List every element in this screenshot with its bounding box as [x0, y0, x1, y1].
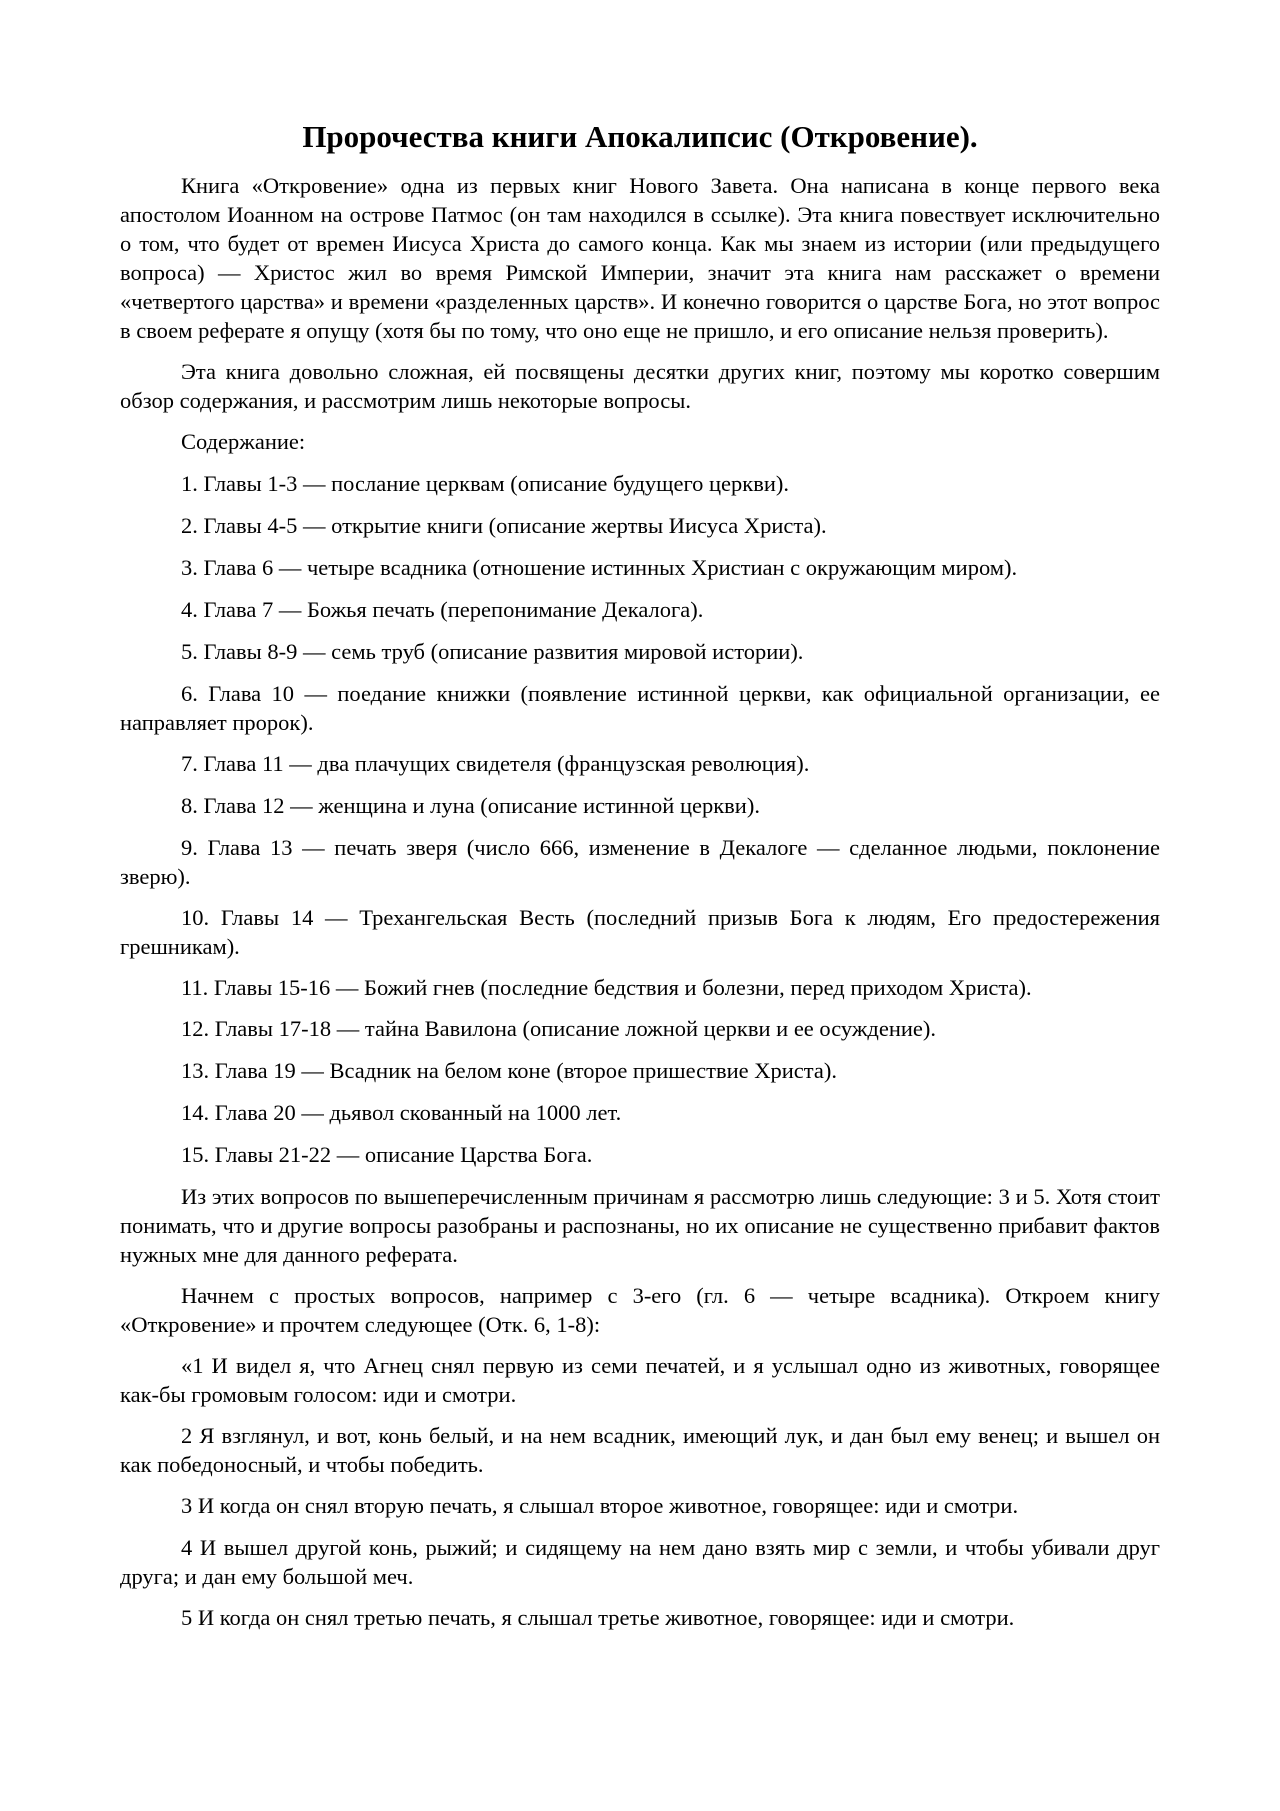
- contents-item-8: 8. Глава 12 — женщина и луна (описание истинной церкви).: [181, 792, 760, 818]
- contents-item-7: 7. Глава 11 — два плачущих свидетеля (французская революция).: [181, 750, 810, 776]
- contents-item-15: 15. Главы 21-22 — описание Царства Бога.: [181, 1141, 593, 1167]
- contents-item-5: 5. Главы 8-9 — семь труб (описание развития мировой истории).: [181, 638, 804, 664]
- contents-item-10: 10. Главы 14 — Трехангельская Весть (последний призыв Бога к людям, Его предостережения грешникам).: [120, 904, 1160, 959]
- contents-item-2: 2. Главы 4-5 — открытие книги (описание жертвы Иисуса Христа).: [181, 512, 827, 538]
- document-title: Пророчества книги Апокалипсис (Откровение).: [302, 119, 978, 154]
- paragraph-overview: Эта книга довольно сложная, ей посвящены десятки других книг, поэтому мы коротко совершим обзор содержания, и рассмотрим лишь некоторые вопросы.: [120, 358, 1160, 413]
- contents-item-12: 12. Главы 17-18 — тайна Вавилона (описание ложной церкви и ее осуждение).: [181, 1015, 937, 1041]
- contents-item-6: 6. Глава 10 — поедание книжки (появление истинной церкви, как официальной организации, ее направляет пророк).: [120, 680, 1160, 735]
- paragraph-intro: Книга «Откровение» одна из первых книг Нового Завета. Она написана в конце первого века апостолом Иоанном на острове Патмос (он там находился в ссылке). Эта книга повествует исключительно о том, что будет от времен Иисуса Христа до самого конца. Как мы знаем из истории (или предыдущего вопроса) — Христос жил во время Римской Империи, значит эта книга нам расскажет о времени «четвертого царства» и времени «разделенных царств». И конечно говорится о царстве Бога, но этот вопрос в своем реферате я опущу (хотя бы по тому, что оно еще не пришло, и его описание нельзя проверить).: [120, 172, 1160, 343]
- contents-heading: Содержание:: [181, 428, 306, 454]
- document-page: [120, 118, 1160, 1645]
- contents-item-13: 13. Глава 19 — Всадник на белом коне (второе пришествие Христа).: [181, 1057, 837, 1083]
- contents-item-1: 1. Главы 1-3 — послание церквам (описание будущего церкви).: [181, 470, 790, 496]
- contents-item-4: 4. Глава 7 — Божья печать (перепонимание Декалога).: [181, 596, 704, 622]
- paragraph-selection: Из этих вопросов по вышеперечисленным причинам я рассмотрю лишь следующие: 3 и 5. Хотя стоит понимать, что и другие вопросы разобраны и распознаны, но их описание не существенно прибавит фактов нужных мне для данного реферата.: [120, 1183, 1160, 1267]
- paragraph-start: Начнем с простых вопросов, например с 3-его (гл. 6 — четыре всадника). Откроем книгу «Откровение» и прочтем следующее (Отк. 6, 1-8):: [120, 1282, 1160, 1337]
- contents-item-14: 14. Глава 20 — дьявол скованный на 1000 лет.: [181, 1099, 622, 1125]
- quote-verse-3: 3 И когда он снял вторую печать, я слышал второе животное, говорящее: иди и смотри.: [181, 1492, 1019, 1518]
- quote-verse-2: 2 Я взглянул, и вот, конь белый, и на нем всадник, имеющий лук, и дан был ему венец; и вышел он как победоносный, и чтобы победить.: [120, 1422, 1160, 1477]
- contents-item-11: 11. Главы 15-16 — Божий гнев (последние бедствия и болезни, перед приходом Христа).: [181, 974, 1032, 1000]
- contents-item-9: 9. Глава 13 — печать зверя (число 666, изменение в Декалоге — сделанное людьми, поклонение зверю).: [120, 834, 1160, 889]
- quote-verse-4: 4 И вышел другой конь, рыжий; и сидящему на нем дано взять мир с земли, и чтобы убивали друг друга; и дан ему большой меч.: [120, 1534, 1160, 1589]
- quote-verse-1: «1 И видел я, что Агнец снял первую из семи печатей, и я услышал одно из животных, говорящее как-бы громовым голосом: иди и смотри.: [120, 1352, 1160, 1407]
- contents-item-3: 3. Глава 6 — четыре всадника (отношение истинных Христиан с окружающим миром).: [181, 554, 1018, 580]
- quote-verse-5: 5 И когда он снял третью печать, я слышал третье животное, говорящее: иди и смотри.: [181, 1604, 1015, 1630]
